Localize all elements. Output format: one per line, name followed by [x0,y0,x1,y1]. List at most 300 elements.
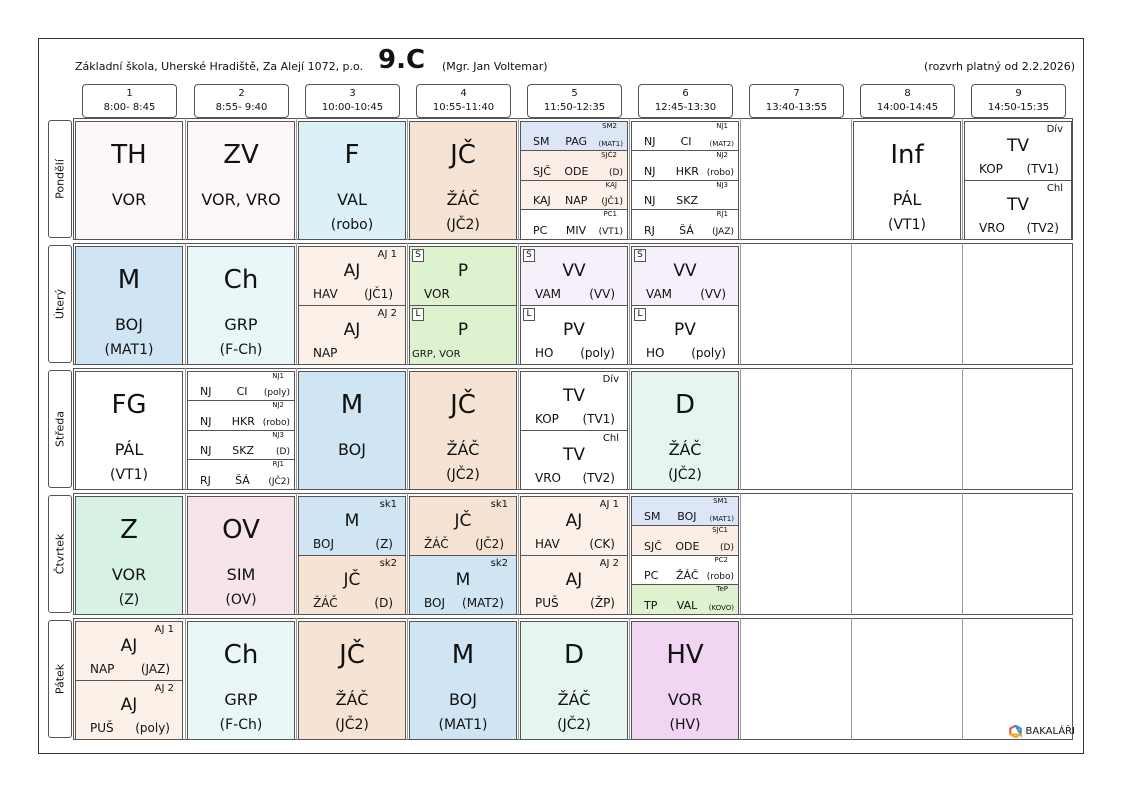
period-number: 6 [682,88,689,99]
lesson-half[interactable] [521,497,627,556]
column-separator [740,368,741,490]
school-name: Základní škola, Uherské Hradiště, Za Alejí 1072, p.o. [75,60,364,73]
column-separator [851,493,852,615]
column-separator [296,493,297,615]
lesson-group: AJ 1 [599,499,619,510]
lesson-teacher: ODE [564,164,589,178]
lesson-teacher: BOJ [448,690,477,709]
period-number: 3 [349,88,356,99]
lesson-teacher: VOR [111,190,147,209]
lesson-subject: D [674,390,696,420]
lesson-teacher: VAM [646,286,673,301]
lesson-teacher: ŽÁČ [446,440,480,459]
lesson-cell[interactable] [75,246,183,365]
lesson-cell[interactable] [298,371,406,490]
bakalari-logo [1009,725,1075,738]
lesson-subject: NJ [644,193,656,207]
lesson-teacher: ŽÁČ [668,440,702,459]
column-separator [962,243,963,365]
lesson-cell[interactable] [298,496,406,615]
lesson-cell[interactable] [298,621,406,740]
lesson-room: (robo) [262,417,290,428]
lesson-group: SM2 [602,122,617,130]
day-label-1 [48,120,72,238]
lesson-quarter[interactable] [632,585,738,614]
lesson-cell[interactable] [409,246,517,365]
lesson-quarter[interactable] [521,181,627,210]
day-name: Pátek [53,663,67,695]
week-parity-tag: S [523,249,535,262]
lesson-half[interactable] [299,247,405,306]
day-name: Čtvrtek [53,533,67,575]
lesson-subject: AJ [565,511,583,531]
lesson-subject: PC [644,568,659,582]
column-separator [629,118,630,240]
lesson-cell[interactable] [520,121,628,240]
column-separator [407,243,408,365]
lesson-teacher: HAV [535,536,560,551]
column-separator [851,243,852,365]
lesson-quarter[interactable] [632,497,738,526]
lesson-room: (JAZ) [712,227,734,237]
lesson-subject: JČ [343,569,361,590]
lesson-quarter[interactable] [188,431,294,460]
column-separator [185,618,186,740]
lesson-teacher: BOJ [424,596,446,610]
period-header-3 [305,84,400,118]
lesson-subject: JČ [454,511,472,531]
column-separator [851,618,852,740]
lesson-group: NJ1 [272,372,284,380]
lesson-group: PC1 [603,209,617,218]
lesson-room: (VV) [589,286,615,301]
lesson-teacher: PUŠ [535,596,559,610]
lesson-quarter[interactable] [632,526,738,555]
week-parity-tag: S [634,249,646,262]
lesson-subject: NJ [200,443,212,457]
lesson-group: sk2 [490,557,508,569]
lesson-half[interactable] [299,497,405,556]
lesson-teacher: ŽÁČ [446,190,480,209]
day-label-4 [48,495,72,613]
class-name: 9.C [378,45,426,75]
lesson-subject: JČ [339,640,365,670]
lesson-subject: AJ [565,569,583,590]
lesson-teacher: SKZ [676,193,699,207]
lesson-teacher: PAG [565,135,588,149]
lesson-cell[interactable] [187,246,295,365]
lesson-cell[interactable] [187,621,295,740]
lesson-quarter[interactable] [632,181,738,210]
lesson-group: NJ3 [272,430,284,439]
column-separator [296,368,297,490]
lesson-group: AJ 1 [154,624,174,635]
lesson-room: (VT1) [598,227,623,237]
day-label-2 [48,245,72,363]
lesson-cell[interactable] [520,371,628,490]
lesson-room: (KOVO) [708,604,734,612]
lesson-teacher: VAL [676,599,698,612]
lesson-cell[interactable] [187,121,295,240]
lesson-subject: KAJ [533,193,551,207]
lesson-room: (ŽP) [590,596,615,610]
column-separator [740,118,741,240]
lesson-teacher: VAL [337,190,367,209]
lesson-subject: M [455,569,471,590]
lesson-half[interactable] [521,556,627,615]
period-time: 10:00-10:45 [321,102,384,113]
lesson-quarter[interactable] [632,122,738,151]
lesson-subject: VV [673,261,697,281]
lesson-room: (JAZ) [140,661,170,676]
lesson-subject: Z [120,515,138,545]
lesson-half[interactable] [521,247,627,306]
lesson-teacher: ŽÁČ [335,690,369,709]
lesson-cell[interactable] [520,496,628,615]
lesson-room: (poly) [135,721,170,735]
lesson-group: PC2 [714,555,728,564]
lesson-subject: SJČ [533,164,551,178]
lesson-teacher: VOR, VRO [201,190,281,209]
lesson-half[interactable] [76,622,182,681]
lesson-group: Chl [1046,182,1063,194]
lesson-quarter[interactable] [521,210,627,239]
lesson-group: AJ 2 [154,682,174,694]
lesson-subject: Ch [223,265,259,295]
lesson-half[interactable] [410,497,516,556]
column-separator [518,618,519,740]
lesson-teacher: VRO [535,471,561,485]
lesson-subject: M [340,390,364,420]
period-header-6 [638,84,733,118]
period-time: 10:55-11:40 [432,102,495,113]
lesson-teacher: VAM [535,286,562,301]
lesson-room: (VV) [700,286,726,301]
column-separator [962,118,963,240]
lesson-group: SJČ1 [712,526,728,535]
column-separator [740,493,741,615]
lesson-teacher: HAV [313,286,338,301]
lesson-teacher: KOP [979,161,1003,176]
period-header-8 [860,84,955,118]
lesson-room: (D) [276,446,290,457]
lesson-quarter[interactable] [188,401,294,430]
column-separator [185,118,186,240]
column-separator [407,368,408,490]
period-header-9 [971,84,1066,118]
lesson-cell[interactable] [187,371,295,490]
lesson-room: (F-Ch) [219,342,263,358]
lesson-group: SM1 [713,497,728,505]
week-parity-tag: L [523,308,535,321]
lesson-room: (MAT1) [104,342,154,358]
lesson-quarter[interactable] [632,210,738,239]
lesson-teacher: BOJ [677,510,697,524]
period-number: 9 [1015,88,1022,99]
period-header-1 [82,84,177,118]
lesson-group: RJ1 [272,459,284,468]
lesson-quarter[interactable] [632,151,738,180]
lesson-teacher: KOP [535,411,559,426]
lesson-teacher: VRO [979,221,1005,235]
column-separator [518,368,519,490]
day-label-5 [48,620,72,738]
lesson-subject: M [117,265,141,295]
lesson-subject: P [457,319,469,340]
lesson-teacher: ODE [675,539,700,553]
period-number: 7 [793,88,800,99]
lesson-room: (MAT1) [598,140,623,149]
lesson-cell[interactable] [409,371,517,490]
lesson-cell[interactable] [964,121,1072,240]
column-separator [407,493,408,615]
lesson-teacher: ŽÁČ [313,596,338,610]
lesson-room: (D) [609,167,623,178]
lesson-group: KAJ [605,180,617,189]
period-header-4 [416,84,511,118]
lesson-subject: AJ [343,261,361,281]
day-name: Pondělí [53,159,67,199]
lesson-subject: FG [111,390,147,420]
column-separator [740,618,741,740]
lesson-subject: NJ [644,135,656,149]
lesson-cell[interactable] [853,121,961,240]
lesson-teacher: ŠÁ [679,224,694,237]
lesson-subject: SM [533,135,550,149]
lesson-half[interactable] [965,122,1071,181]
column-separator [518,493,519,615]
lesson-half[interactable] [410,306,516,365]
lesson-cell[interactable] [631,371,739,490]
lesson-quarter[interactable] [521,151,627,180]
lesson-room: (MAT2) [709,140,734,149]
lesson-teacher: VOR [667,690,703,709]
column-separator [185,243,186,365]
lesson-group: TeP [716,584,728,593]
period-time: 11:50-12:35 [543,102,606,113]
validity-note: (rozvrh platný od 2.2.2026) [924,60,1075,73]
lesson-teacher: BOJ [337,440,366,459]
lesson-subject: PC [533,224,548,237]
day-label-3 [48,370,72,488]
lesson-cell[interactable] [298,121,406,240]
period-time: 8:00- 8:45 [103,102,156,113]
column-separator [962,618,963,740]
lesson-quarter[interactable] [188,372,294,401]
lesson-subject: TV [1006,194,1029,215]
lesson-teacher: HKR [231,414,255,428]
lesson-room: (JČ2) [446,217,480,233]
lesson-half[interactable] [965,181,1071,240]
week-parity-tag: L [634,308,646,321]
lesson-room: (F-Ch) [219,717,263,733]
lesson-teacher: NAP [565,193,588,207]
period-time: 14:50-15:35 [987,102,1050,113]
lesson-subject: SM [644,510,661,524]
week-parity-tag: L [412,308,424,321]
column-separator [518,243,519,365]
lesson-room: (VT1) [110,467,148,483]
lesson-subject: TP [644,599,658,612]
lesson-cell[interactable] [409,621,517,740]
lesson-teacher: VOR [424,286,450,301]
lesson-subject: F [344,140,360,170]
column-separator [851,368,852,490]
lesson-subject: JČ [450,140,476,170]
lesson-subject: TV [562,386,585,406]
lesson-teacher: HO [646,346,665,360]
lesson-subject: TV [1006,136,1029,156]
lesson-group: NJ2 [716,151,728,160]
lesson-cell[interactable] [631,246,739,365]
lesson-quarter[interactable] [632,556,738,585]
column-separator [296,243,297,365]
lesson-teacher: GRP, VOR [412,349,461,360]
lesson-half[interactable] [410,556,516,615]
column-separator [185,493,186,615]
lesson-quarter[interactable] [521,122,627,151]
lesson-half[interactable] [76,681,182,740]
lesson-subject: PV [563,319,585,340]
lesson-room: (poly) [691,346,726,360]
lesson-teacher: CI [680,135,692,149]
column-separator [962,368,963,490]
lesson-cell[interactable] [75,496,183,615]
lesson-room: (OV) [225,592,257,608]
lesson-half[interactable] [521,372,627,431]
lesson-half[interactable] [299,556,405,615]
lesson-group: NJ2 [272,401,284,410]
lesson-room: (MAT1) [709,515,734,524]
lesson-teacher: BOJ [313,536,335,551]
period-header-5 [527,84,622,118]
lesson-half[interactable] [521,306,627,365]
lesson-group: SJČ2 [601,151,617,160]
lesson-room: (D) [720,542,734,553]
lesson-half[interactable] [410,247,516,306]
lesson-subject: VV [562,261,586,281]
lesson-subject: NJ [644,164,656,178]
lesson-teacher: ŽÁČ [675,568,699,582]
lesson-teacher: NAP [313,346,338,360]
lesson-subject: ZV [223,140,259,170]
lesson-group: NJ3 [716,180,728,189]
lesson-room: (JČ1) [601,196,623,207]
lesson-cell[interactable] [187,496,295,615]
lesson-half[interactable] [299,306,405,365]
lesson-group: NJ1 [716,122,728,130]
lesson-teacher: VOR [111,565,147,584]
lesson-subject: M [344,511,360,531]
column-separator [296,618,297,740]
column-separator [518,118,519,240]
lesson-teacher: ŽÁČ [424,536,449,551]
lesson-cell[interactable] [631,621,739,740]
lesson-group: Dív [1046,124,1063,135]
column-separator [185,368,186,490]
lesson-subject: RJ [200,474,211,487]
lesson-teacher: BOJ [114,315,143,334]
day-name: Úterý [53,288,67,320]
column-separator [851,118,852,240]
period-number: 8 [904,88,911,99]
lesson-cell[interactable] [298,246,406,365]
lesson-group: sk2 [379,557,397,569]
lesson-half[interactable] [632,247,738,306]
lesson-teacher: GRP [224,315,258,334]
period-time: 13:40-13:55 [765,102,828,113]
lesson-subject: OV [222,515,260,545]
period-number: 5 [571,88,578,99]
lesson-subject: AJ [343,319,361,340]
lesson-teacher: PUŠ [90,721,114,735]
lesson-teacher: NAP [90,661,115,676]
lesson-room: (Z) [375,536,393,551]
lesson-subject: HV [666,640,704,670]
period-time: 14:00-14:45 [876,102,939,113]
day-name: Středa [53,410,67,448]
lesson-room: (TV2) [582,471,615,485]
lesson-quarter[interactable] [188,460,294,489]
lesson-room: (MAT1) [438,717,488,733]
lesson-room: (JČ2) [475,536,504,551]
lesson-subject: JČ [450,390,476,420]
column-separator [740,243,741,365]
lesson-teacher: SKZ [232,443,255,457]
lesson-room: (poly) [580,346,615,360]
lesson-cell[interactable] [409,121,517,240]
lesson-cell[interactable] [75,121,183,240]
lesson-cell[interactable] [75,371,183,490]
lesson-subject: NJ [200,385,212,399]
lesson-cell[interactable] [409,496,517,615]
lesson-half[interactable] [521,431,627,490]
lesson-subject: Ch [223,640,259,670]
lesson-subject: PV [674,319,696,340]
lesson-room: (CK) [589,536,615,551]
lesson-cell[interactable] [520,621,628,740]
lesson-room: (JČ1) [364,286,393,301]
lesson-cell[interactable] [520,246,628,365]
lesson-teacher: GRP [224,690,258,709]
lesson-teacher: CI [236,385,248,399]
column-separator [296,118,297,240]
lesson-half[interactable] [632,306,738,365]
column-separator [629,493,630,615]
lesson-room: (robo) [706,571,734,582]
lesson-cell[interactable] [631,121,739,240]
lesson-subject: RJ [644,224,655,237]
lesson-teacher: PÁL [114,440,144,459]
column-separator [407,618,408,740]
lesson-group: sk1 [490,499,508,510]
period-number: 1 [126,88,133,99]
column-separator [407,118,408,240]
lesson-subject: SJČ [644,539,662,553]
column-separator [962,493,963,615]
lesson-subject: NJ [200,414,212,428]
lesson-room: (VT1) [888,217,926,233]
lesson-room: (TV1) [582,411,615,426]
lesson-room: (robo) [706,167,734,178]
lesson-cell[interactable] [75,621,183,740]
lesson-teacher: PÁL [892,190,922,209]
lesson-room: (robo) [330,217,374,233]
lesson-subject: TH [111,140,147,170]
lesson-cell[interactable] [631,496,739,615]
lesson-teacher: HKR [675,164,699,178]
lesson-room: (TV1) [1026,161,1059,176]
